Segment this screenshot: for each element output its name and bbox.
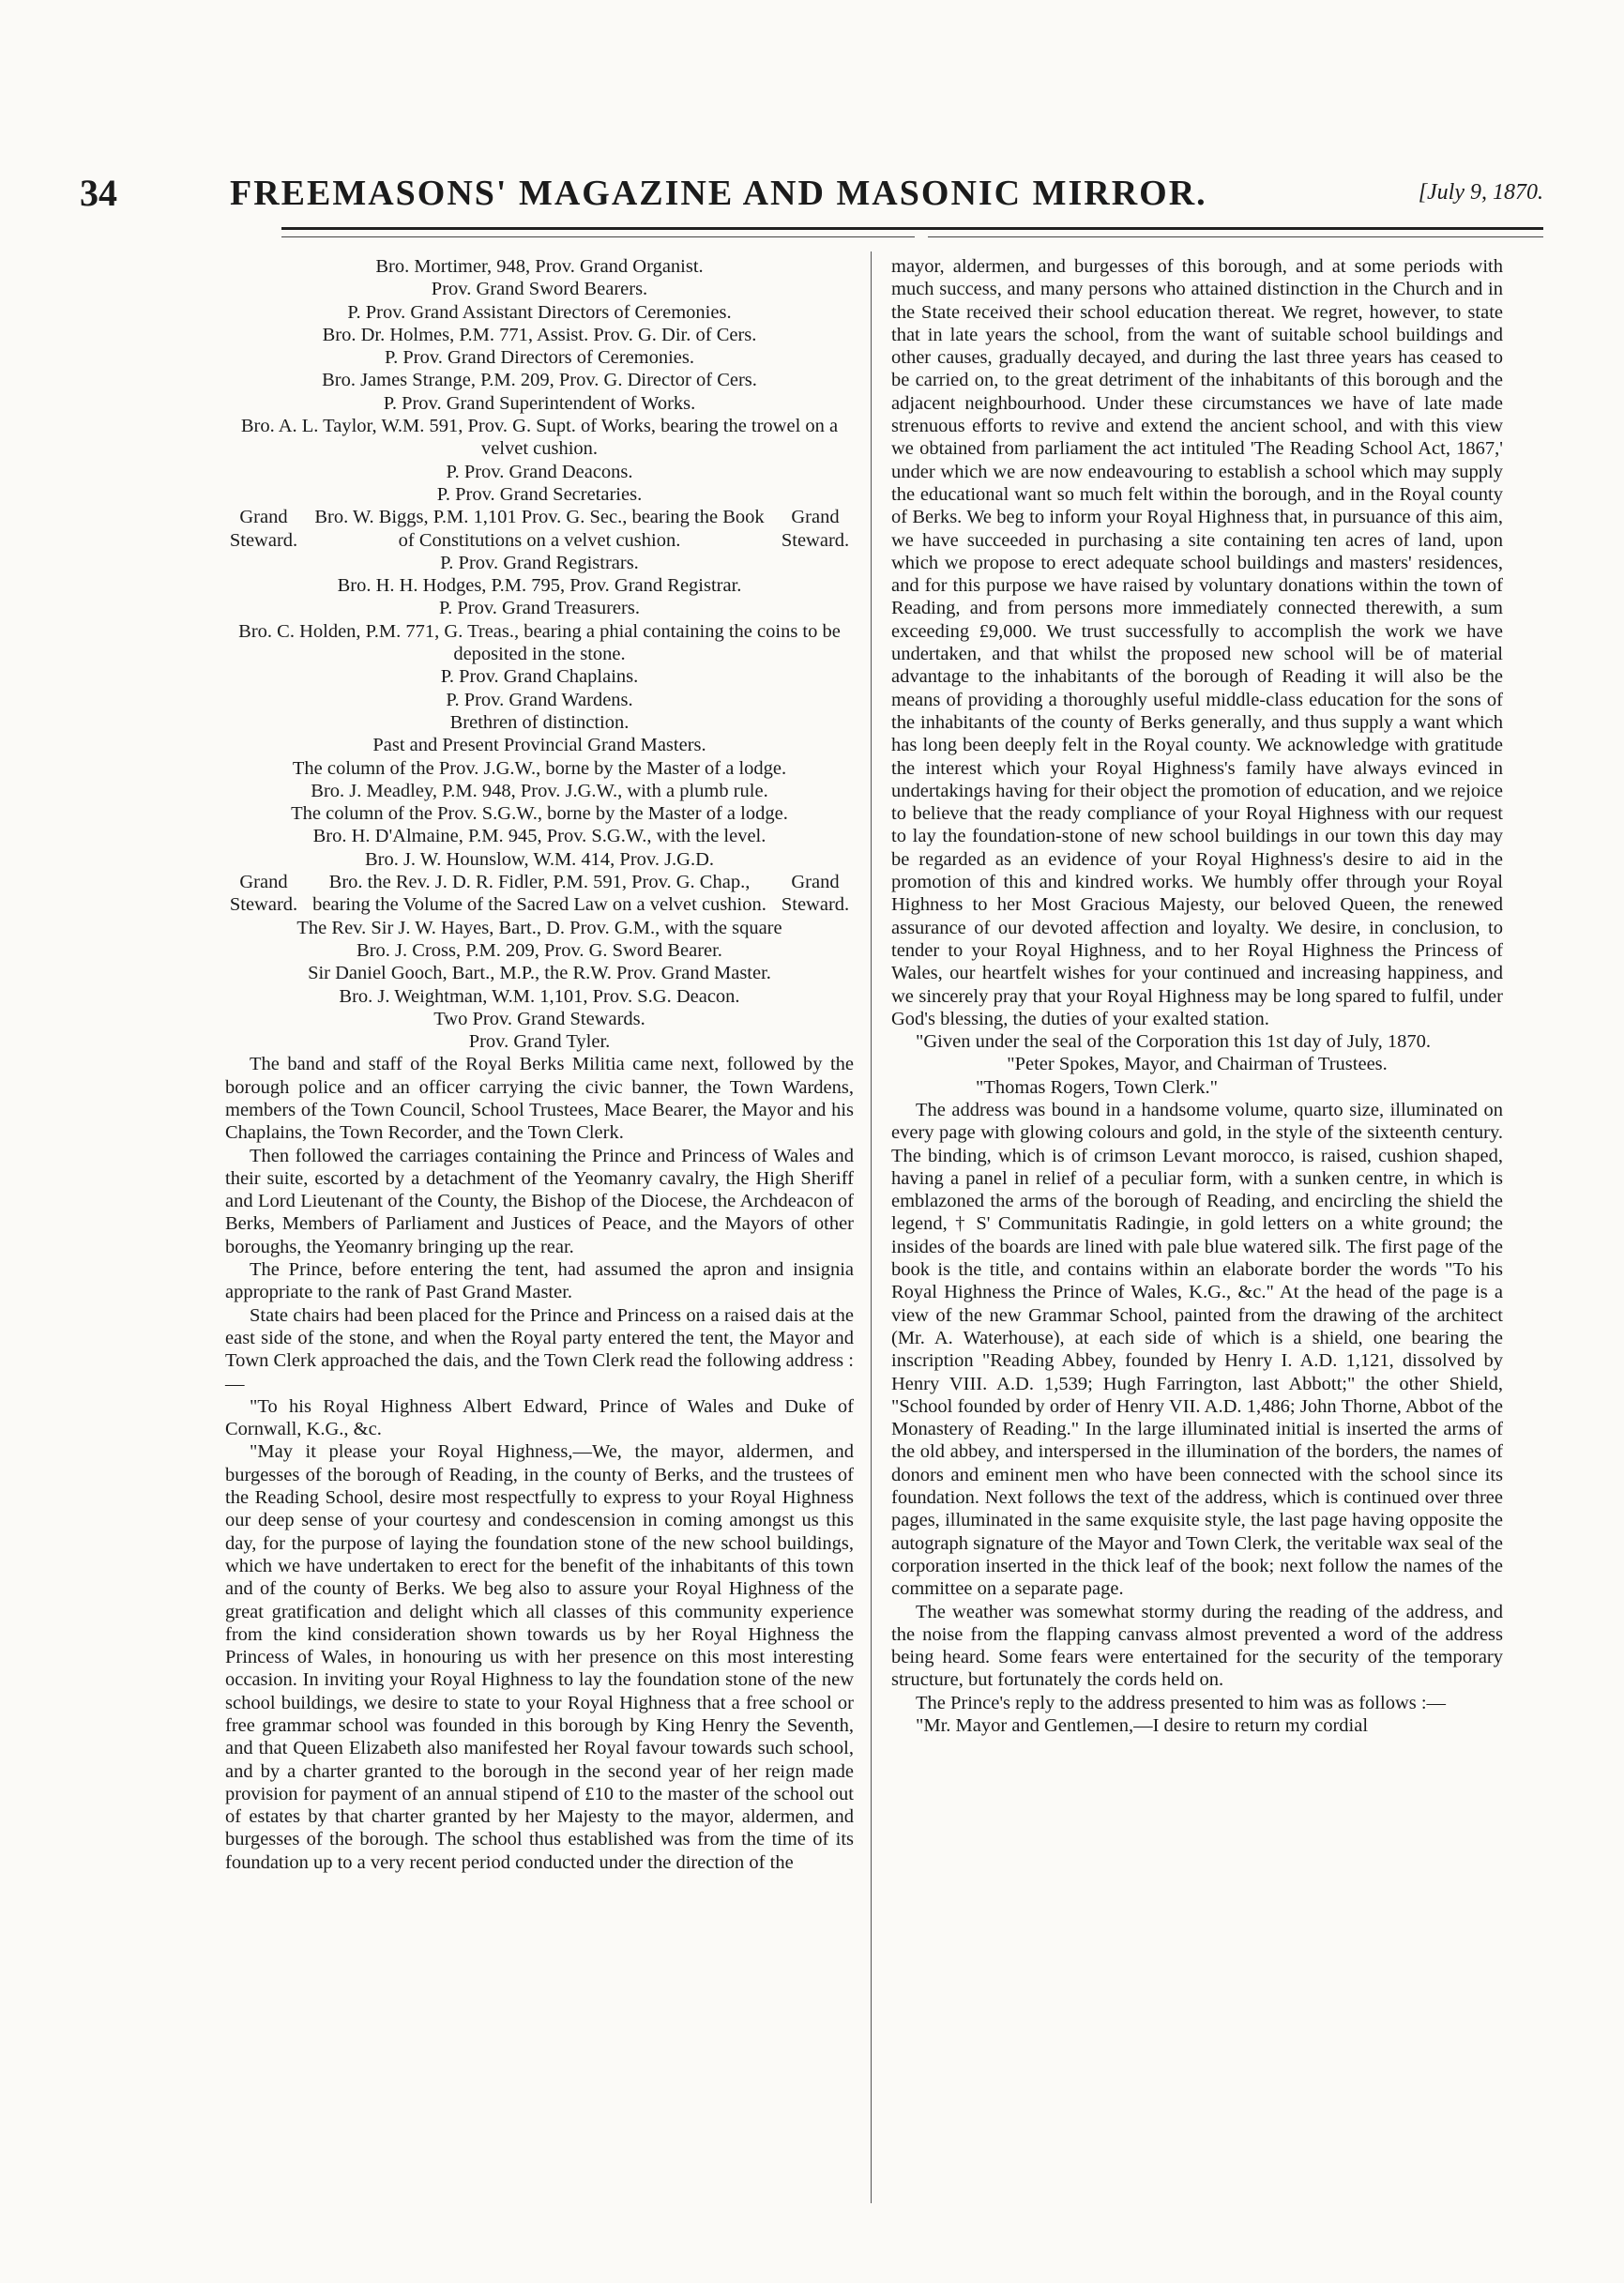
header-rule — [281, 227, 1543, 230]
steward-right: Grand Steward. — [781, 872, 850, 916]
signature-line: "Thomas Rogers, Town Clerk." — [976, 1076, 1219, 1098]
procession-line: P. Prov. Grand Deacons. — [446, 461, 633, 482]
procession-line: P. Prov. Grand Secretaries. — [436, 483, 643, 505]
procession-line: Prov. Grand Sword Bearers. — [431, 279, 648, 300]
procession-line: P. Prov. Grand Directors of Ceremonies. — [384, 347, 695, 369]
address-heading: "To his Royal Highness Albert Edward, Prince of Wales and Duke of Cornwall, K.G., &c. — [225, 1395, 854, 1440]
paragraph: "May it please your Royal Highness,—We, the mayor, aldermen, and burgesses of the borough of Reading, in the county of Berks, and the trustees of the Reading School, desire most respectfully to express to your Royal Highness our deep sense of your courtesy and condescension in coming amongst us this day, for the purpose of laying the foundation stone of the new school buildings, which we have undertaken to erect for the benefit of the inhabitants of this town and of the county of Berks. We beg also to assure your Royal Highness of the great gratification and delight which all classes of this community experience from the kind consideration shown towards us by her Royal Highness the Princess of Wales, in honouring us with her presence on this most interesting occasion. In inviting your Royal Highness to lay the foundation stone of the new school buildings, we desire to state to your Royal Highness that a free school or free grammar school was founded in this borough by King Henry the Seventh, and that Queen Elizabeth also manifested her Royal favour towards such school, and by a charter granted to the borough in the second year of her reign made provision for payment of an annual stipend of £10 to the master of the school out of estates by that charter granted by her Majesty to the mayor, aldermen, and burgesses of the borough. The school thus established was from the time of its foundation up to a very recent period conducted under the direction of the — [225, 1441, 854, 1873]
procession-line: Prov. Grand Tyler. — [468, 1031, 611, 1053]
signature-line: "Peter Spokes, Mayor, and Chairman of Trustees. — [1007, 1054, 1388, 1075]
steward-left: Grand Steward. — [229, 872, 298, 916]
procession-line: P. Prov. Grand Wardens. — [446, 689, 633, 710]
header-rule-thin — [281, 236, 1543, 237]
paragraph: "Given under the seal of the Corporation this 1st day of July, 1870. — [916, 1031, 1432, 1053]
paragraph: The band and staff of the Royal Berks Militia came next, followed by the borough police and an officer carrying the civic banner, the Town Wardens, members of the Town Council, School Trustees, Mace Bearer, the Mayor and his Chaplains, the Town Recorder, and the Town Clerk. — [225, 1054, 854, 1144]
paragraph: mayor, aldermen, and burgesses of this borough, and at some periods with much success, and many persons who attained distinction in the Church and in the State received their school education thereat. We regret, however, to state that in late years the school, from the want of suitable school buildings and other causes, gradually decayed, and during the last three years has ceased to be carried on, to the great detriment of the inhabitants of this borough and the adjacent neighbourhood. Under these circumstances we have of late made strenuous efforts to revive and extend the ancient school, and with this view we obtained from parliament the act intituled 'The Reading School Act, 1867,' under which we are now endeavouring to establish a school which may supply the educational want so much felt within the borough, and in the Royal county of Berks. We beg to inform your Royal Highness that, in pursuance of this aim, we have succeeded in purchasing a site containing ten acres of land, upon which we propose to erect adequate school buildings and masters' residences, and for this purpose we have raised by voluntary donations within the town of Reading, and from persons more immediately connected therewith, a sum exceeding £9,000. We trust successfully to accomplish the work we have undertaken, and that whilst the proposed new school will be of material advantage to the inhabitants of the borough of Reading it will also be the means of providing a thoroughly useful middle-class education for the sons of the inhabitants of the county of Berks generally, and thus supply a want which has long been deeply felt in the Royal county. We acknowledge with gratitude the interest which your Royal Highness's family have always evinced in undertakings having for their object the promotion of education, and we rejoice to believe that the ready compliance of your Royal Highness with our request to lay the foundation-stone of new school buildings in our town this day may be regarded as an evidence of your Royal Highness's desire to aid in the promotion of this and kindred works. We humbly offer through your Royal Highness to her Most Gracious Majesty, our beloved Queen, the renewed assurance of our devoted affection and loyalty. We desire, in conclusion, to tender to your Royal Highness, and to her Royal Highness the Princess of Wales, our heartfelt wishes for your continued and increasing happiness, and we sincerely pray that your Royal Highness may be long spared to fulfil, under God's blessing, the duties of your exalted station. — [891, 256, 1503, 1029]
procession-line: Bro. J. Meadley, P.M. 948, Prov. J.G.W., with a plumb rule. — [311, 780, 768, 801]
steward-block — [225, 871, 854, 917]
procession-line: The column of the Prov. J.G.W., borne by the Master of a lodge. — [292, 757, 787, 779]
paragraph: The Prince, before entering the tent, had assumed the apron and insignia appropriate to the rank of Past Grand Master. — [225, 1259, 854, 1303]
paragraph: Then followed the carriages containing the Prince and Princess of Wales and their suite, escorted by a detachment of the Yeomanry cavalry, the High Sheriff and Lord Lieutenant of the County, the Bishop of the Diocese, the Archdeacon of Berks, Members of Parliament and Justices of Peace, and the Mayors of other boroughs, the Yeomanry bringing up the rear. — [225, 1145, 854, 1257]
procession-line: Past and Present Provincial Grand Masters. — [372, 735, 706, 756]
procession-line: P. Prov. Grand Superintendent of Works. — [383, 392, 696, 414]
masthead-title: FREEMASONS' MAGAZINE AND MASONIC MIRROR. — [230, 174, 1207, 213]
page-header — [80, 171, 1543, 227]
issue-date: [July 9, 1870. — [1418, 180, 1543, 205]
procession-line: Bro. H. H. Hodges, P.M. 795, Prov. Grand Registrar. — [337, 575, 742, 597]
procession-line: Bro. A. L. Taylor, W.M. 591, Prov. G. Supt. of Works, bearing the trowel on a velvet cushion. — [240, 416, 839, 460]
procession-line: Brethren of distinction. — [449, 711, 630, 733]
paragraph: "Mr. Mayor and Gentlemen,—I desire to return my cordial — [916, 1715, 1369, 1736]
steward-left: Grand Steward. — [229, 507, 298, 551]
procession-line: The column of the Prov. S.G.W., borne by the Master of a lodge. — [291, 803, 788, 825]
procession-line: P. Prov. Grand Registrars. — [440, 552, 639, 573]
paragraph: The Prince's reply to the address presented to him was as follows :— — [916, 1692, 1447, 1713]
page-number: 34 — [80, 172, 117, 214]
procession-line: Bro. Mortimer, 948, Prov. Grand Organist. — [375, 256, 704, 277]
procession-line: The Rev. Sir J. W. Hayes, Bart., D. Prov. G.M., with the square — [296, 917, 782, 938]
procession-line: Sir Daniel Gooch, Bart., M.P., the R.W. Prov. Grand Master. — [308, 963, 771, 984]
left-column — [225, 255, 854, 1874]
steward-right: Grand Steward. — [781, 507, 850, 551]
procession-line: Bro. C. Holden, P.M. 771, G. Treas., bearing a phial containing the coins to be deposited in the stone. — [238, 620, 841, 665]
procession-list-top — [225, 255, 854, 506]
procession-line: P. Prov. Grand Chaplains. — [440, 666, 639, 688]
steward-middle: Bro. the Rev. J. D. R. Fidler, P.M. 591, Prov. G. Chap., bearing the Volume of the Sacred Law on a velvet cushion. — [312, 872, 766, 916]
header-rule-break — [915, 231, 928, 240]
procession-line: Bro. Dr. Holmes, P.M. 771, Assist. Prov. G. Dir. of Cers. — [322, 324, 757, 345]
procession-line: Bro. H. D'Almaine, P.M. 945, Prov. S.G.W., with the level. — [312, 826, 766, 847]
steward-middle: Bro. W. Biggs, P.M. 1,101 Prov. G. Sec., bearing the Book of Constitutions on a velvet cushion. — [314, 507, 765, 551]
paragraph: State chairs had been placed for the Prince and Princess on a raised dais at the east side of the stone, and when the Royal party entered the tent, the Mayor and Town Clerk approached the dais, and the Town Clerk read the following address :— — [225, 1304, 854, 1394]
procession-line: P. Prov. Grand Assistant Directors of Ceremonies. — [347, 301, 732, 323]
procession-line: Bro. J. W. Hounslow, W.M. 414, Prov. J.G.D. — [364, 848, 715, 870]
column-divider — [871, 251, 872, 2203]
procession-line: Two Prov. Grand Stewards. — [433, 1008, 645, 1029]
procession-list-middle — [225, 552, 854, 871]
procession-line: Bro. J. Weightman, W.M. 1,101, Prov. S.G. Deacon. — [339, 985, 740, 1007]
procession-line: Bro. James Strange, P.M. 209, Prov. G. Director of Cers. — [322, 370, 757, 391]
procession-list-bottom — [225, 917, 854, 1054]
procession-line: P. Prov. Grand Treasurers. — [439, 598, 640, 619]
paragraph: The weather was somewhat stormy during the reading of the address, and the noise from the flapping canvass almost prevented a word of the address being heard. Some fears were entertained for the security of the temporary structure, but fortunately the cords held on. — [891, 1601, 1503, 1691]
steward-block — [225, 506, 854, 552]
paragraph: The address was bound in a handsome volume, quarto size, illuminated on every page with glowing colours and gold, in the style of the sixteenth century. The binding, which is of crimson Levant morocco, is raised, cushion shaped, having a panel in relief of a peculiar form, with a sunken centre, in which is emblazoned the arms of the borough of Reading, and encircling the shield the legend, † S' Communitatis Radingie, in gold letters on a white ground; the insides of the boards are lined with pale blue watered silk. The first page of the book is the title, and contains within an elaborate border the words "To his Royal Highness the Prince of Wales, K.G., &c." At the head of the page is a view of the new Grammar School, painted from the drawing of the architect (Mr. A. Waterhouse), at each side of which is a shield, one bearing the inscription "Reading Abbey, founded by Henry I. A.D. 1,121, dissolved by Henry VIII. A.D. 1,539; Hugh Farrington, last Abbott;" the other Shield, "School founded by order of Henry VII. A.D. 1,486; John Thorne, Abbot of the Monastery of Reading." In the large illuminated initial is inserted the arms of the old abbey, and interspersed in the illumination of the borders, the names of donors and eminent men who have been connected with the school since its foundation. Next follows the text of the address, which is continued over three pages, illuminated in the same exquisite style, the last page having opposite the autograph signature of the Mayor and Town Clerk, the veritable wax seal of the corporation inserted in the thick leaf of the book; next follow the names of the committee on a separate page. — [891, 1099, 1503, 1600]
right-column — [891, 255, 1503, 1737]
procession-line: Bro. J. Cross, P.M. 209, Prov. G. Sword Bearer. — [357, 939, 722, 961]
